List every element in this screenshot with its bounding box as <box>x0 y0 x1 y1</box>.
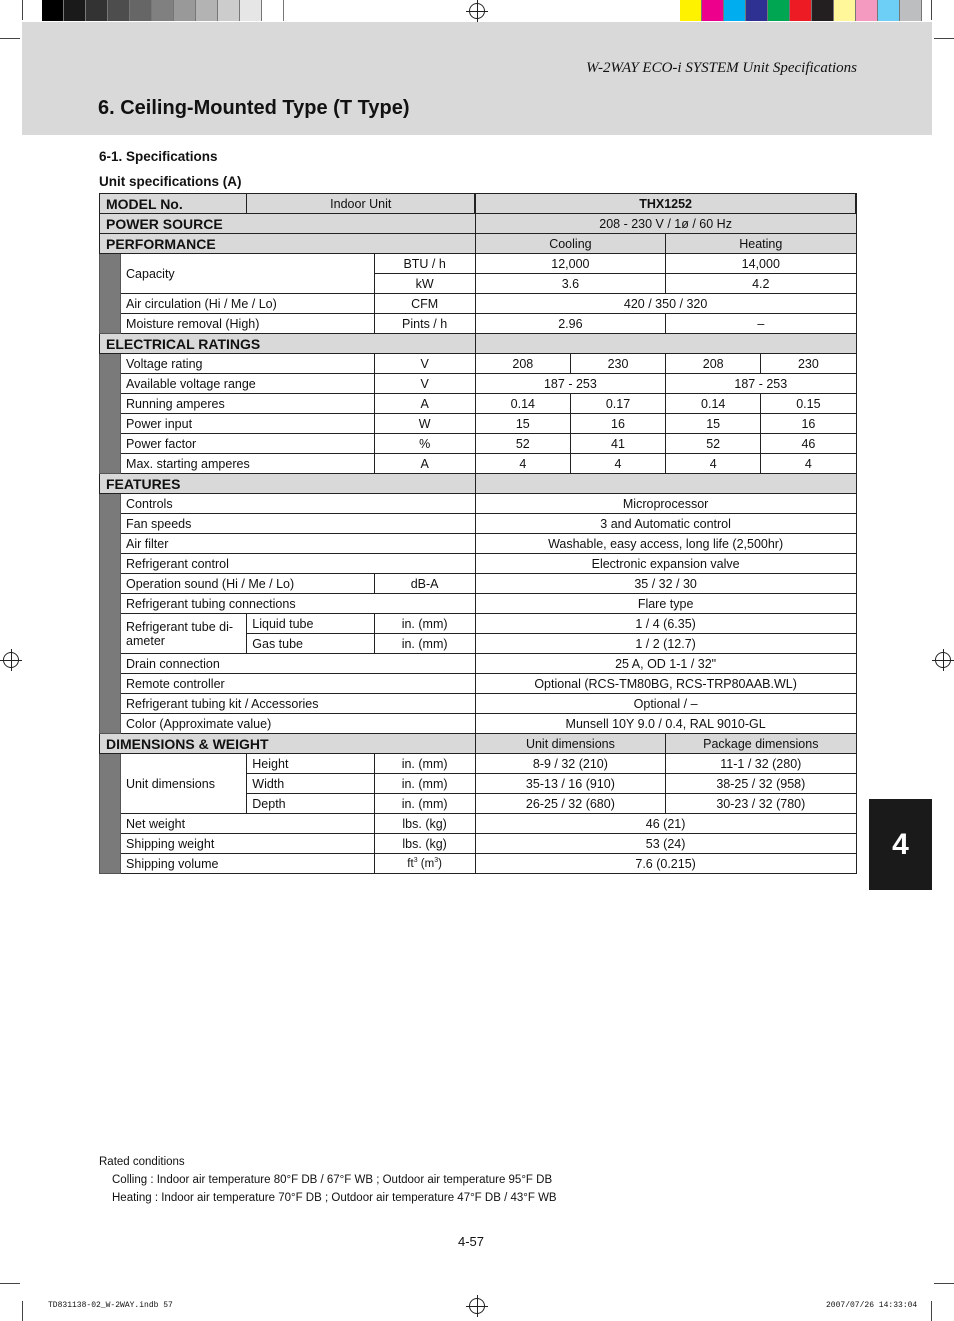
color-swatch <box>724 0 746 21</box>
color-swatch <box>768 0 790 21</box>
value-cell: 187 - 253 <box>475 374 665 394</box>
table-row <box>100 574 857 594</box>
table-row <box>100 254 857 274</box>
value-cell: 35 / 32 / 30 <box>475 574 856 594</box>
value-cell: 52 <box>475 434 570 454</box>
row-label: Max. starting amperes <box>121 454 375 474</box>
row-sublabel: Liquid tube <box>247 614 374 634</box>
value-cell: 14,000 <box>666 254 856 274</box>
row-label: Remote controller <box>121 674 476 694</box>
rated-conditions-notes <box>99 1153 557 1207</box>
row-sublabel: Gas tube <box>247 634 374 654</box>
crop-mark <box>22 0 23 20</box>
unit-sup: 3 <box>413 857 418 865</box>
value-cell: Microprocessor <box>475 494 856 514</box>
table-row <box>100 654 857 674</box>
row-label: Refrigerant tubing connections <box>121 594 476 614</box>
row-sublabel: Height <box>247 754 374 774</box>
row-label: Operation sound (Hi / Me / Lo) <box>121 574 375 594</box>
color-swatch <box>790 0 812 21</box>
value-cell: 4 <box>475 454 570 474</box>
value-cell: 230 <box>570 354 665 374</box>
model-no-label: MODEL No. <box>100 194 247 214</box>
package-dims-heading: Package dimensions <box>666 734 856 754</box>
value-cell: 208 <box>666 354 761 374</box>
table-title: Unit specifications (A) <box>99 174 242 189</box>
unit-cell: A <box>374 394 475 414</box>
table-row <box>100 554 857 574</box>
crop-mark <box>0 1283 20 1284</box>
notes-title: Rated conditions <box>99 1156 185 1168</box>
color-swatch <box>64 0 86 21</box>
value-cell: 15 <box>475 414 570 434</box>
unit-cell: V <box>374 354 475 374</box>
value-cell: 8-9 / 32 (210) <box>475 754 665 774</box>
value-cell: 3.6 <box>475 274 665 294</box>
value-cell: 0.17 <box>570 394 665 414</box>
table-row <box>100 354 857 374</box>
table-row <box>100 614 857 634</box>
crop-mark <box>931 1301 932 1321</box>
table-row <box>100 854 857 874</box>
value-cell: 11-1 / 32 (280) <box>666 754 856 774</box>
table-row <box>100 414 857 434</box>
notes-cooling: Colling : Indoor air temperature 80°F DB / 67°F WB ; Outdoor air temperature 95°F DB <box>112 1174 553 1186</box>
row-label: Fan speeds <box>121 514 476 534</box>
value-cell: 12,000 <box>475 254 665 274</box>
row-label: Shipping volume <box>121 854 375 874</box>
value-cell: 0.15 <box>761 394 856 414</box>
table-row <box>100 194 857 214</box>
value-cell: 4.2 <box>666 274 856 294</box>
color-swatch <box>152 0 174 21</box>
color-swatch <box>746 0 768 21</box>
table-row <box>100 714 857 734</box>
row-label: Refrigerant control <box>121 554 476 574</box>
crop-mark <box>934 1283 954 1284</box>
value-cell: 208 <box>475 354 570 374</box>
value-cell: 26-25 / 32 (680) <box>475 794 665 814</box>
value-cell: 420 / 350 / 320 <box>475 294 856 314</box>
table-row <box>100 474 857 494</box>
header-subtitle: W-2WAY ECO-i SYSTEM Unit Specifications <box>586 60 857 76</box>
value-cell: 15 <box>666 414 761 434</box>
unit-cell: in. (mm) <box>374 634 475 654</box>
unit-cell: in. (mm) <box>374 774 475 794</box>
value-cell: 30-23 / 32 (780) <box>666 794 856 814</box>
table-row <box>100 754 857 774</box>
table-row <box>100 454 857 474</box>
value-cell: 3 and Automatic control <box>475 514 856 534</box>
table-row <box>100 494 857 514</box>
page-title: 6. Ceiling-Mounted Type (T Type) <box>98 97 410 119</box>
section-bar <box>100 494 121 734</box>
notes-heating: Heating : Indoor air temperature 70°F DB ; Outdoor air temperature 47°F DB / 43°F WB <box>112 1192 557 1204</box>
color-swatch <box>196 0 218 21</box>
indoor-unit-label: Indoor Unit <box>247 194 475 214</box>
performance-heading: PERFORMANCE <box>100 234 476 254</box>
value-cell: 230 <box>761 354 856 374</box>
color-swatch <box>218 0 240 21</box>
header-fill <box>475 334 856 354</box>
color-swatch <box>900 0 922 21</box>
power-source-label: POWER SOURCE <box>100 214 476 234</box>
heating-heading: Heating <box>666 234 856 254</box>
dimensions-heading: DIMENSIONS & WEIGHT <box>100 734 476 754</box>
value-cell: 35-13 / 16 (910) <box>475 774 665 794</box>
row-label: Refrigerant tubing kit / Accessories <box>121 694 476 714</box>
unit-dims-heading: Unit dimensions <box>475 734 665 754</box>
row-label: Controls <box>121 494 476 514</box>
row-label: Refrigerant tube di- ameter <box>121 614 247 654</box>
section-bar <box>100 354 121 474</box>
unit-cell: in. (mm) <box>374 754 475 774</box>
value-cell: 16 <box>570 414 665 434</box>
value-cell: Munsell 10Y 9.0 / 0.4, RAL 9010-GL <box>475 714 856 734</box>
row-label: Power factor <box>121 434 375 454</box>
value-cell: Electronic expansion valve <box>475 554 856 574</box>
crop-mark <box>931 0 932 20</box>
color-swatch <box>702 0 724 21</box>
crop-mark <box>0 38 20 39</box>
chapter-tab: 4 <box>869 799 932 890</box>
cooling-heading: Cooling <box>475 234 665 254</box>
registration-mark-left <box>3 652 19 668</box>
value-cell: 4 <box>761 454 856 474</box>
crop-mark <box>934 38 954 39</box>
table-row <box>100 814 857 834</box>
value-cell: 1 / 2 (12.7) <box>475 634 856 654</box>
color-swatch <box>240 0 262 21</box>
row-label: Air circulation (Hi / Me / Lo) <box>121 294 375 314</box>
row-label: Capacity <box>121 254 375 294</box>
value-cell: 46 (21) <box>475 814 856 834</box>
color-swatch <box>812 0 834 21</box>
value-cell: 16 <box>761 414 856 434</box>
row-label: Moisture removal (High) <box>121 314 375 334</box>
value-cell: 53 (24) <box>475 834 856 854</box>
registration-mark-top <box>469 3 485 19</box>
spec-table <box>99 193 857 874</box>
unit-cell: A <box>374 454 475 474</box>
row-sublabel: Depth <box>247 794 374 814</box>
value-cell: 25 A, OD 1-1 / 32" <box>475 654 856 674</box>
table-row <box>100 234 857 254</box>
slug-date: 2007/07/26 14:33:04 <box>826 1301 918 1310</box>
unit-cell: CFM <box>374 294 475 314</box>
color-swatch <box>878 0 900 21</box>
color-swatch <box>86 0 108 21</box>
value-cell: 46 <box>761 434 856 454</box>
unit-m: (m <box>417 857 435 870</box>
value-cell: 0.14 <box>475 394 570 414</box>
row-label: Running amperes <box>121 394 375 414</box>
row-label: Available voltage range <box>121 374 375 394</box>
row-label: Net weight <box>121 814 375 834</box>
unit-cell: V <box>374 374 475 394</box>
section-bar <box>100 254 121 334</box>
table-row <box>100 334 857 354</box>
unit-cell: lbs. (kg) <box>374 834 475 854</box>
table-row <box>100 374 857 394</box>
unit-cell: dB-A <box>374 574 475 594</box>
row-label: Air filter <box>121 534 476 554</box>
unit-close: ) <box>438 857 442 870</box>
color-swatch <box>174 0 196 21</box>
value-cell: 41 <box>570 434 665 454</box>
registration-mark-bottom <box>469 1298 485 1314</box>
crop-mark <box>22 1301 23 1321</box>
value-cell: 2.96 <box>475 314 665 334</box>
row-label: Voltage rating <box>121 354 375 374</box>
unit-cell: kW <box>374 274 475 294</box>
power-source-value: 208 - 230 V / 1ø / 60 Hz <box>475 214 856 234</box>
unit-cell: BTU / h <box>374 254 475 274</box>
color-swatch <box>834 0 856 21</box>
page-header <box>22 22 932 135</box>
unit-cell: W <box>374 414 475 434</box>
value-cell: 52 <box>666 434 761 454</box>
section-heading: 6-1. Specifications <box>99 149 218 164</box>
table-row <box>100 314 857 334</box>
color-swatch <box>42 0 64 21</box>
row-label: Unit dimensions <box>121 754 247 814</box>
model-name: THX1252 <box>475 194 856 214</box>
header-fill <box>475 474 856 494</box>
unit-cell: in. (mm) <box>374 614 475 634</box>
color-calibration-bar <box>680 0 922 21</box>
features-heading: FEATURES <box>100 474 476 494</box>
section-bar <box>100 754 121 874</box>
value-cell: 1 / 4 (6.35) <box>475 614 856 634</box>
table-row <box>100 534 857 554</box>
value-cell: Washable, easy access, long life (2,500hr) <box>475 534 856 554</box>
gray-calibration-bar <box>42 0 284 21</box>
table-row <box>100 214 857 234</box>
row-label: Power input <box>121 414 375 434</box>
value-cell: Optional / – <box>475 694 856 714</box>
table-row <box>100 674 857 694</box>
value-cell: – <box>666 314 856 334</box>
row-label: Drain connection <box>121 654 476 674</box>
slug-file: TD831138-02_W-2WAY.indb 57 <box>48 1301 173 1310</box>
table-row <box>100 594 857 614</box>
color-swatch <box>262 0 284 21</box>
table-row <box>100 694 857 714</box>
unit-cell: in. (mm) <box>374 794 475 814</box>
unit-cell: Pints / h <box>374 314 475 334</box>
registration-mark-right <box>935 652 951 668</box>
value-cell: 38-25 / 32 (958) <box>666 774 856 794</box>
color-swatch <box>130 0 152 21</box>
unit-cell: % <box>374 434 475 454</box>
value-cell: 187 - 253 <box>666 374 856 394</box>
table-row <box>100 394 857 414</box>
value-cell: 0.14 <box>666 394 761 414</box>
value-cell: 4 <box>666 454 761 474</box>
unit-sup: 3 <box>434 857 439 865</box>
table-row <box>100 434 857 454</box>
table-row <box>100 294 857 314</box>
table-row <box>100 734 857 754</box>
page-number: 4-57 <box>458 1234 485 1249</box>
table-row <box>100 834 857 854</box>
value-cell: 7.6 (0.215) <box>475 854 856 874</box>
table-row <box>100 514 857 534</box>
unit-cell <box>374 854 475 874</box>
value-cell: Flare type <box>475 594 856 614</box>
value-cell: 4 <box>570 454 665 474</box>
color-swatch <box>856 0 878 21</box>
electrical-heading: ELECTRICAL RATINGS <box>100 334 476 354</box>
unit-ft: ft <box>407 857 414 870</box>
color-swatch <box>680 0 702 21</box>
unit-cell: lbs. (kg) <box>374 814 475 834</box>
row-label: Shipping weight <box>121 834 375 854</box>
row-sublabel: Width <box>247 774 374 794</box>
color-swatch <box>108 0 130 21</box>
value-cell: Optional (RCS-TM80BG, RCS-TRP80AAB.WL) <box>475 674 856 694</box>
row-label: Color (Approximate value) <box>121 714 476 734</box>
